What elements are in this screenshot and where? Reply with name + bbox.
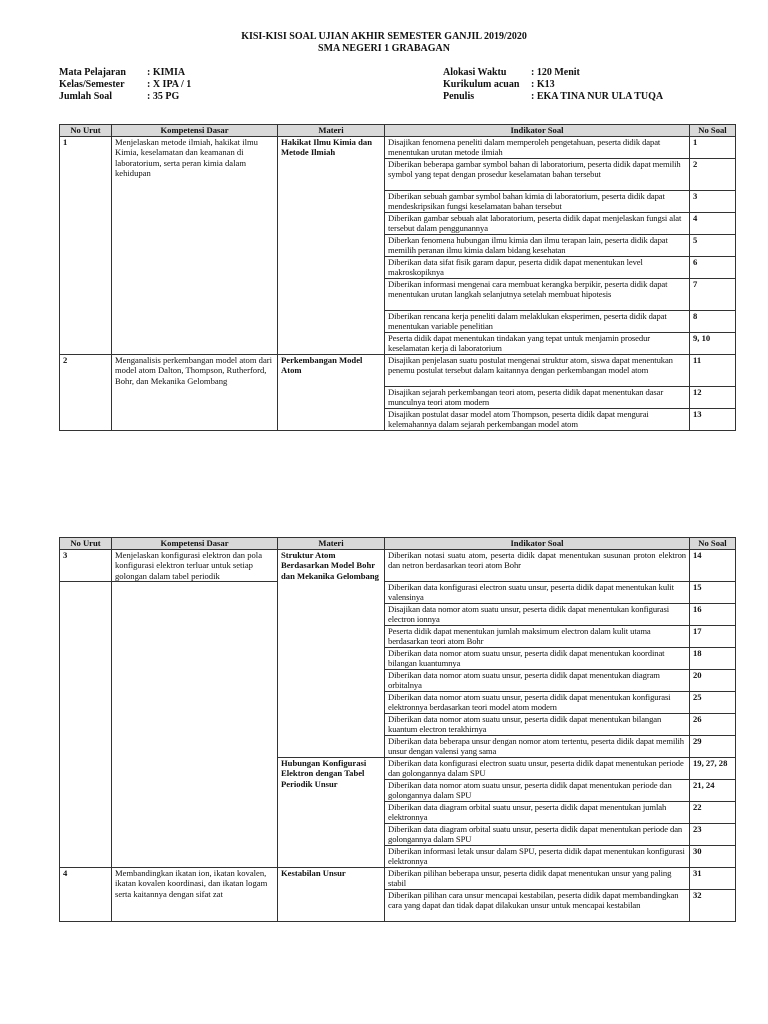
materi-cell: Kestabilan Unsur — [278, 868, 385, 922]
kd-text-empty — [112, 582, 278, 868]
question-number: 3 — [690, 191, 736, 213]
question-number: 4 — [690, 213, 736, 235]
indicator-cell: Diberikan data konfigurasi electron suatu unsur, peserta didik dapat menentukan kulit valensinya — [385, 582, 690, 604]
meta-label-subject: Mata Pelajaran — [59, 67, 126, 78]
meta-value-time: : 120 Menit — [531, 67, 580, 78]
header-indikator: Indikator Soal — [385, 125, 690, 137]
meta-label-count: Jumlah Soal — [59, 91, 113, 102]
materi-cell: Hakikat Ilmu Kimia dan Metode Ilmiah — [278, 137, 385, 355]
materi-cell: Perkembangan Model Atom — [278, 355, 385, 431]
header-materi: Materi — [278, 125, 385, 137]
indicator-cell: Diberikan data nomor atom suatu unsur, peserta didik dapat menentukan koordinat bilangan kuantumnya — [385, 648, 690, 670]
indicator-cell: Diberikan sebuah gambar symbol bahan kimia di laboratorium, peserta didik dapat mendeskripsikan fungsi keselamatan bahan tersebut — [385, 191, 690, 213]
indicator-cell: Diberikan notasi suatu atom, peserta didik dapat menentukan susunan proton elektron dan netron berdasarkan teori atom Bohr — [385, 550, 690, 582]
kd-number: 1 — [60, 137, 112, 355]
indicator-cell: Disajikan postulat dasar model atom Thompson, peserta didik dapat mengurai kelemahannya dalam sejarah perkembangan model atom — [385, 409, 690, 431]
question-number: 12 — [690, 387, 736, 409]
indicator-cell: Diberikan rencana kerja peneliti dalam melaklukan eksperimen, peserta didik dapat menentukan variable penelitian — [385, 311, 690, 333]
indicator-cell: Diberikan beberapa gambar symbol bahan di laboratorium, peserta didik dapat memilih symbol yang tepat dengan prosedur keselamatan bahan tersebut — [385, 159, 690, 191]
grid-table-2 — [59, 537, 736, 922]
indicator-cell: Diberkan fenomena hubungan ilmu kimia dan ilmu terapan lain, peserta didik dapat memilih peranan ilmu kimia dalam bidang kesehatan — [385, 235, 690, 257]
meta-value-class: : X IPA / 1 — [147, 79, 192, 90]
indicator-cell: Diberikan pilihan beberapa unsur, peserta didik dapat menentukan unsur yang paling stabil — [385, 868, 690, 890]
indicator-cell: Diberikan data sifat fisik garam dapur, peserta didik dapat menentukan level makroskopiknya — [385, 257, 690, 279]
question-number: 22 — [690, 802, 736, 824]
meta-right — [443, 67, 663, 103]
indicator-cell: Diberikan data diagram orbital suatu unsur, peserta didik dapat menentukan periode dan golongannya dalam SPU — [385, 824, 690, 846]
document-title: KISI-KISI SOAL UJIAN AKHIR SEMESTER GANJIL 2019/2020 — [241, 31, 527, 42]
materi-cell: Struktur Atom Berdasarkan Model Bohr dan Mekanika Gelombang — [278, 550, 385, 758]
indicator-cell: Diberikan data nomor atom suatu unsur, peserta didik dapat menentukan periode dan golongannya dalam SPU — [385, 780, 690, 802]
indicator-cell: Diberikan informasi mengenai cara membuat kerangka berpikir, peserta didik dapat menentukan urutan langkah selanjutnya setelah membuat hipotesis — [385, 279, 690, 311]
question-number: 13 — [690, 409, 736, 431]
question-number: 21, 24 — [690, 780, 736, 802]
question-number: 25 — [690, 692, 736, 714]
indicator-cell: Peserta didik dapat menentukan jumlah maksimum electron dalam kulit utama berdasarkan teori atom Bohr — [385, 626, 690, 648]
indicator-cell: Peserta didik dapat menentukan tindakan yang tepat untuk menjamin prosedur keselamatan kerja di laboratorium — [385, 333, 690, 355]
indicator-cell: Disajikan penjelasan suatu postulat mengenai struktur atom, siswa dapat menentukan penemu postulat tersebut dalam kaitannya dengan perkembangan model atom — [385, 355, 690, 387]
meta-left — [59, 67, 191, 103]
indicator-cell: Diberikan data nomor atom suatu unsur, peserta didik dapat menentukan diagram orbitalnya — [385, 670, 690, 692]
question-number: 31 — [690, 868, 736, 890]
question-number: 11 — [690, 355, 736, 387]
indicator-cell: Disajikan data nomor atom suatu unsur, peserta didik dapat menentukan konfigurasi electron ionnya — [385, 604, 690, 626]
kd-text: Menjelaskan konfigurasi elektron dan pola konfigurasi elektron terluar untuk setiap golongan dalam tabel periodik — [112, 550, 278, 582]
indicator-cell: Diberikan data nomor atom suatu unsur, peserta didik dapat menentukan bilangan kuantum electron terakhirnya — [385, 714, 690, 736]
question-number: 18 — [690, 648, 736, 670]
question-number: 19, 27, 28 — [690, 758, 736, 780]
kd-number-empty — [60, 582, 112, 868]
materi-cell: Hubungan Konfigurasi Elektron dengan Tabel Periodik Unsur — [278, 758, 385, 868]
question-number: 17 — [690, 626, 736, 648]
meta-label-time: Alokasi Waktu — [443, 67, 507, 78]
grid-table-1 — [59, 124, 736, 431]
kd-number: 4 — [60, 868, 112, 922]
meta-value-curriculum: : K13 — [531, 79, 555, 90]
header-kompetensi: Kompetensi Dasar — [112, 125, 278, 137]
header-kompetensi: Kompetensi Dasar — [112, 538, 278, 550]
indicator-cell: Disajikan sejarah perkembangan teori atom, peserta didik dapat menentukan dasar munculnya teori atom modern — [385, 387, 690, 409]
header-indikator: Indikator Soal — [385, 538, 690, 550]
header-no-urut: No Urut — [60, 125, 112, 137]
indicator-cell: Disajikan fenomena peneliti dalam memperoleh pengetahuan, peserta didik dapat menentukan urutan metode ilmiah — [385, 137, 690, 159]
question-number: 30 — [690, 846, 736, 868]
school-name: SMA NEGERI 1 GRABAGAN — [318, 43, 450, 54]
indicator-cell: Diberikan gambar sebuah alat laboratorium, peserta didik dapat menjelaskan fungsi alat tersebut dalam penggunannya — [385, 213, 690, 235]
header-no-urut: No Urut — [60, 538, 112, 550]
indicator-cell: Diberikan data nomor atom suatu unsur, peserta didik dapat menentukan konfigurasi elektronnya berdasarkan teori model atom modern — [385, 692, 690, 714]
question-number: 6 — [690, 257, 736, 279]
question-number: 29 — [690, 736, 736, 758]
indicator-cell: Diberikan informasi letak unsur dalam SPU, peserta didik dapat menentukan konfigurasi elektronnya — [385, 846, 690, 868]
kd-number: 2 — [60, 355, 112, 431]
question-number: 1 — [690, 137, 736, 159]
meta-label-author: Penulis — [443, 91, 475, 102]
kd-number: 3 — [60, 550, 112, 582]
meta-label-curriculum: Kurikulum acuan — [443, 79, 520, 90]
question-number: 16 — [690, 604, 736, 626]
question-number: 2 — [690, 159, 736, 191]
question-number: 8 — [690, 311, 736, 333]
question-number: 15 — [690, 582, 736, 604]
question-number: 9, 10 — [690, 333, 736, 355]
kd-text: Menganalisis perkembangan model atom dari model atom Dalton, Thompson, Rutherford, Bohr, dan Mekanika Gelombang — [112, 355, 278, 431]
indicator-cell: Diberikan data konfigurasi electron suatu unsur, peserta didik dapat menentukan periode dan golongannya dalam SPU — [385, 758, 690, 780]
indicator-cell: Diberikan data diagram orbital suatu unsur, peserta didik dapat menentukan jumlah elektronnya — [385, 802, 690, 824]
meta-value-subject: : KIMIA — [147, 67, 186, 78]
question-number: 20 — [690, 670, 736, 692]
header-no-soal: No Soal — [690, 125, 736, 137]
header-no-soal: No Soal — [690, 538, 736, 550]
question-number: 7 — [690, 279, 736, 311]
kd-text: Membandingkan ikatan ion, ikatan kovalen, ikatan kovalen koordinasi, dan ikatan logam serta kaitannya dengan sifat zat — [112, 868, 278, 922]
question-number: 23 — [690, 824, 736, 846]
meta-label-class: Kelas/Semester — [59, 79, 125, 90]
question-number: 5 — [690, 235, 736, 257]
question-number: 32 — [690, 890, 736, 922]
question-number: 26 — [690, 714, 736, 736]
header-materi: Materi — [278, 538, 385, 550]
meta-value-count: : 35 PG — [147, 91, 180, 102]
meta-value-author: : EKA TINA NUR ULA TUQA — [531, 91, 664, 102]
indicator-cell: Diberikan data beberapa unsur dengan nomor atom tertentu, peserta didik dapat memilih unsur dengan valensi yang sama — [385, 736, 690, 758]
question-number: 14 — [690, 550, 736, 582]
indicator-cell: Diberikan pilihan cara unsur mencapai kestabilan, peserta didik dapat membandingkan cara yang dapat dan tidak dapat dilakukan unsur untuk mencapai kestabilan — [385, 890, 690, 922]
kd-text: Menjelaskan metode ilmiah, hakikat ilmu Kimia, keselamatan dan keamanan di laboratorium, serta peran kimia dalam kehidupan — [112, 137, 278, 355]
